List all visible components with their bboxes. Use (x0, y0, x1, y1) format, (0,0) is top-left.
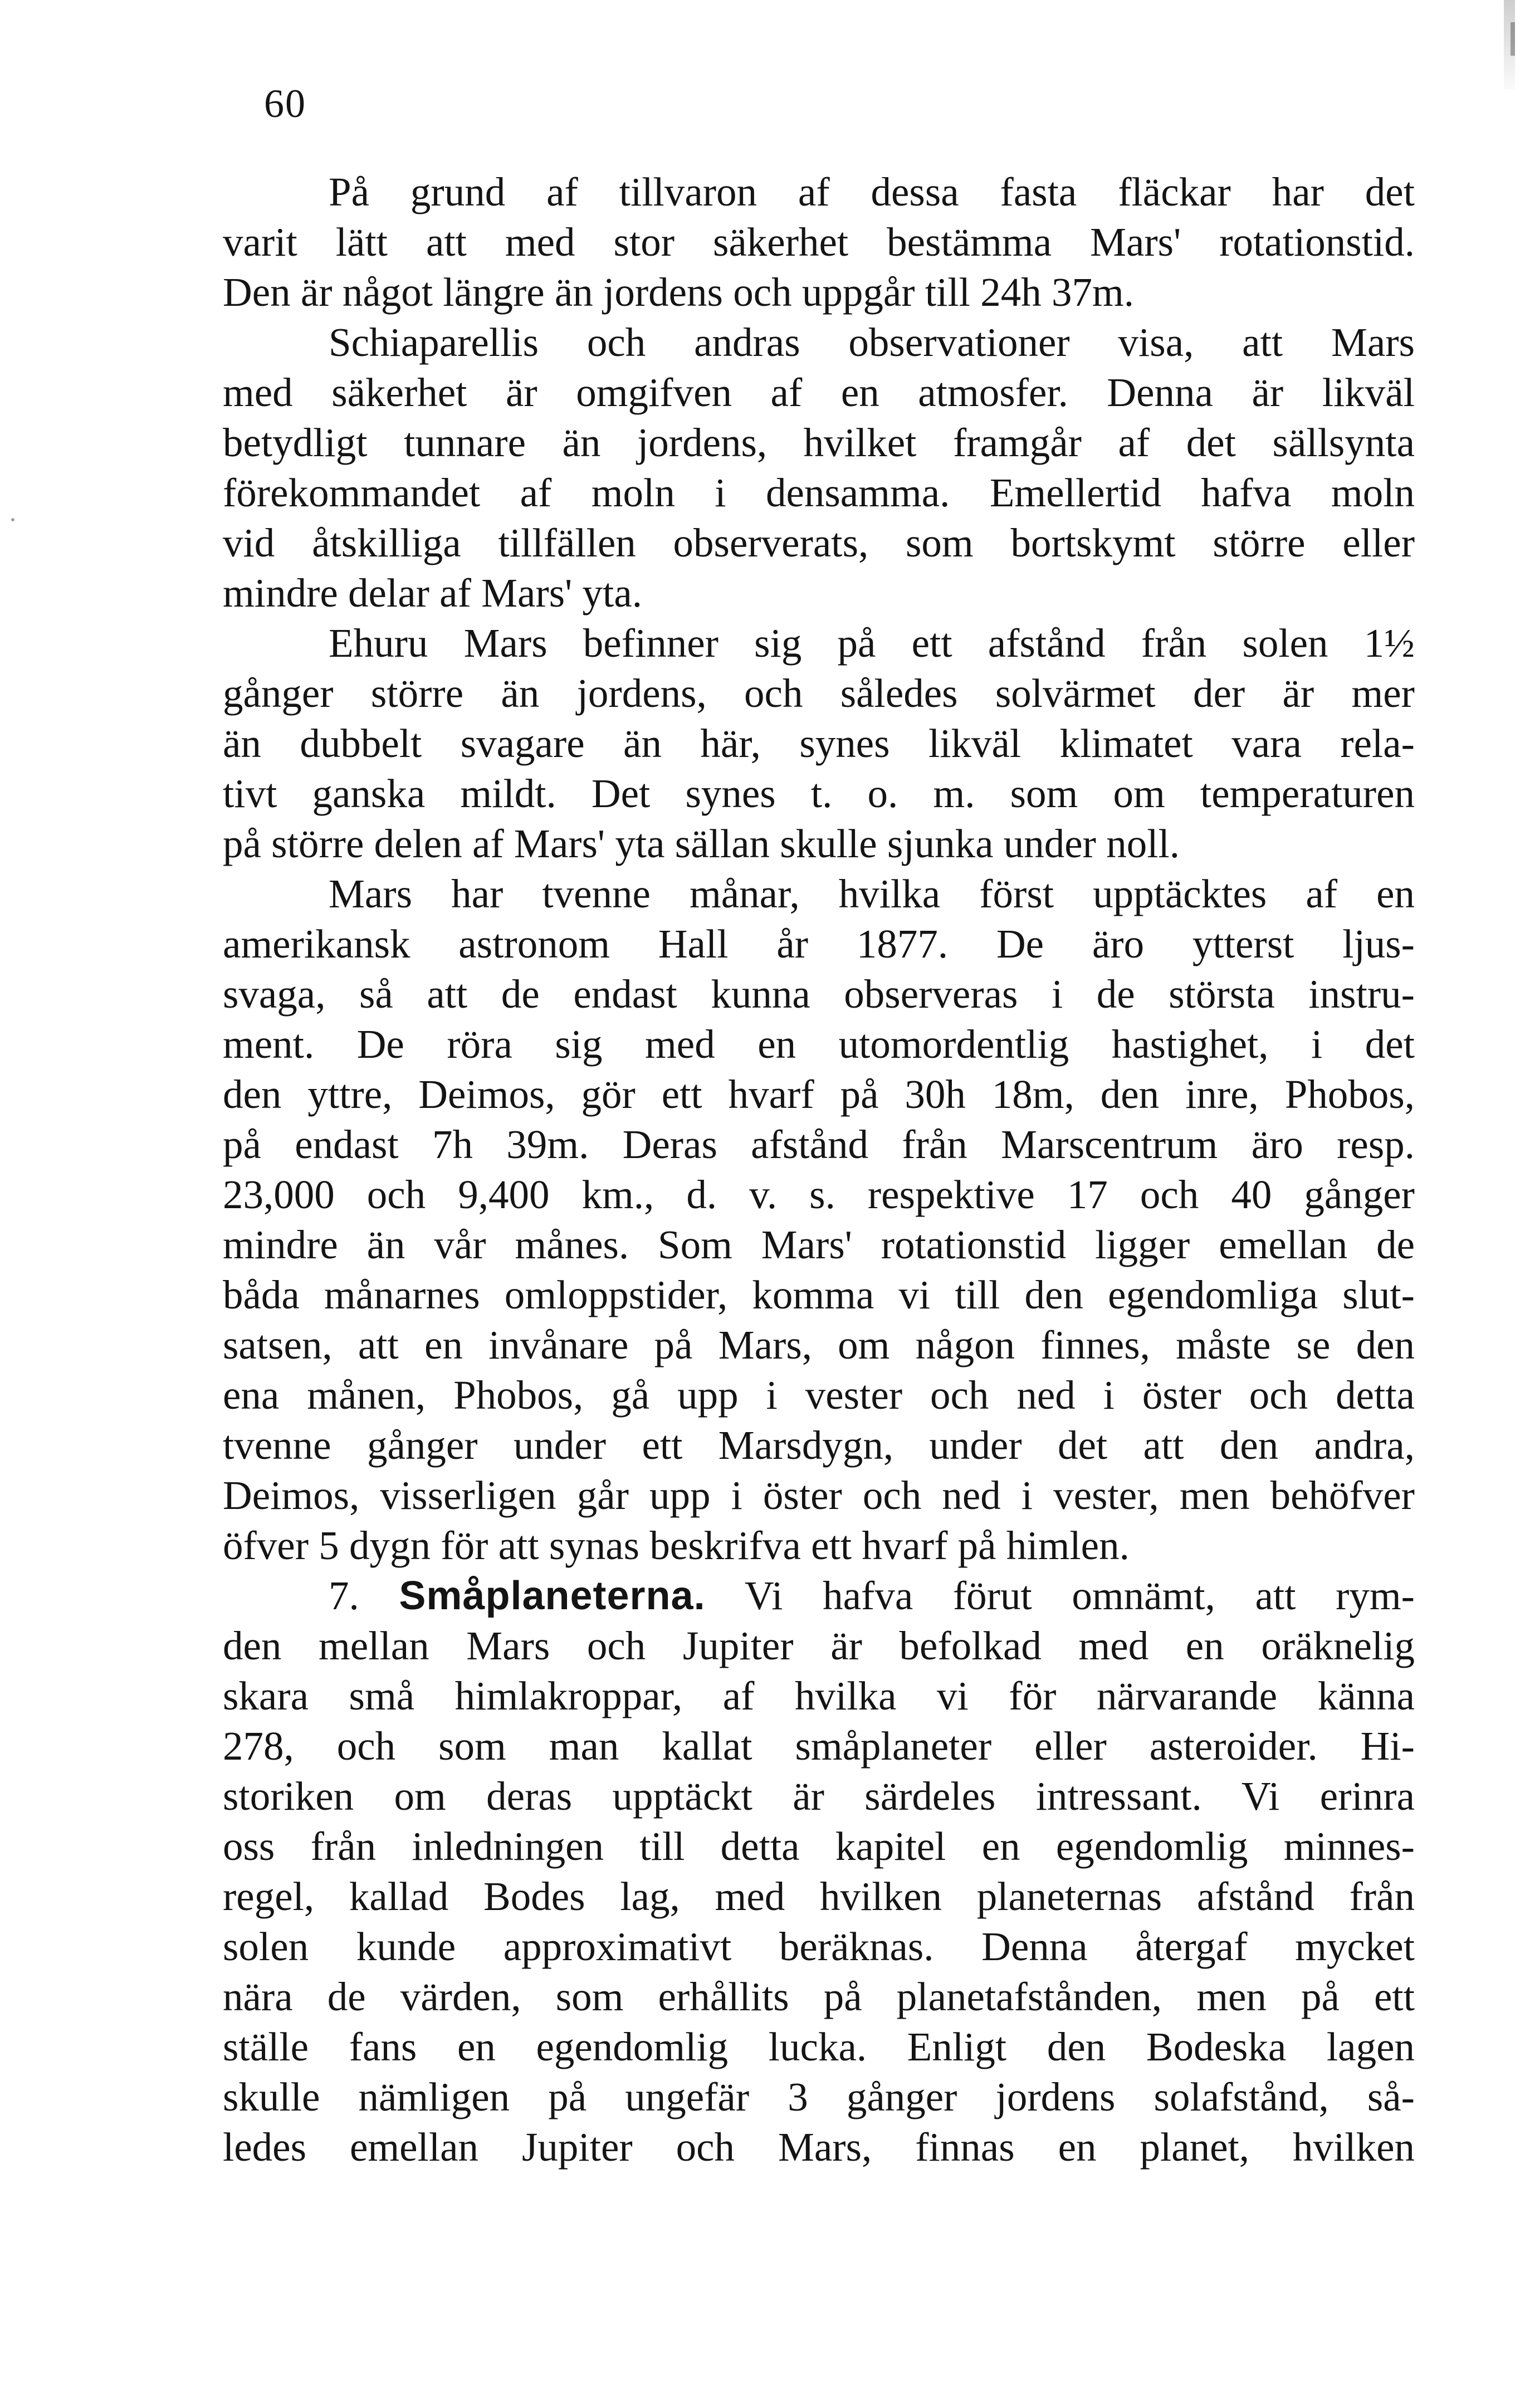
text-line: 23,000 och 9,400 km., d. v. s. respektive 17 och 40 gånger (223, 1172, 1415, 1217)
text-line: Schiaparellis och andras observationer visa, att Mars (329, 320, 1415, 365)
page-edge-mark (1511, 22, 1515, 56)
paragraph-group-mars (223, 167, 1415, 1571)
text-line: ment. De röra sig med en utomordentlig hastighet, i det (223, 1022, 1415, 1067)
text-line: på större delen af Mars' yta sällan skulle sjunka under noll. (223, 821, 1180, 866)
section-heading-line (223, 1571, 1415, 1621)
text-line: Den är något längre än jordens och uppgår till 24h 37m. (223, 270, 1134, 315)
body-text (223, 167, 1415, 2172)
text-line: tivt ganska mildt. Det synes t. o. m. som om temperaturen (223, 771, 1415, 816)
text-line: Ehuru Mars befinner sig på ett afstånd från solen 1½ (329, 621, 1415, 666)
section-number: 7. (329, 1573, 359, 1618)
paragraph-group-small-planets (223, 1621, 1415, 2172)
text-line: förekommandet af moln i densamma. Emellertid hafva moln (223, 470, 1415, 515)
text-line: ställe fans en egendomlig lucka. Enligt den Bodeska lagen (223, 2024, 1415, 2069)
text-line: ena månen, Phobos, gå upp i vester och ned i öster och detta (223, 1372, 1415, 1418)
page-number: 60 (264, 81, 306, 126)
text-line: gånger större än jordens, och således solvärmet der är mer (223, 671, 1415, 716)
text-line: på endast 7h 39m. Deras afstånd från Marscentrum äro resp. (223, 1122, 1415, 1167)
text-line: oss från inledningen till detta kapitel en egendomlig minnes- (223, 1824, 1415, 1869)
text-line: skara små himlakroppar, af hvilka vi för närvarande känna (223, 1673, 1415, 1718)
text-line: Deimos, visserligen går upp i öster och ned i vester, men behöfver (223, 1473, 1415, 1518)
text-line: På grund af tillvaron af dessa fasta fläckar har det (329, 169, 1415, 214)
text-line: med säkerhet är omgifven af en atmosfer. Denna är likväl (223, 370, 1415, 415)
section-title: Småplaneterna. (399, 1574, 706, 1618)
text-line: ledes emellan Jupiter och Mars, finnas en planet, hvilken (223, 2124, 1415, 2170)
text-line: den mellan Mars och Jupiter är befolkad med en oräknelig (223, 1623, 1415, 1668)
text-line: storiken om deras upptäckt är särdeles intressant. Vi erinra (223, 1774, 1415, 1819)
text-line: betydligt tunnare än jordens, hvilket framgår af det sällsynta (223, 420, 1415, 465)
section-heading-text: Vi hafva förut omnämt, att rym- (744, 1573, 1415, 1618)
text-line: tvenne gånger under ett Marsdygn, under det att den andra, (223, 1423, 1415, 1468)
text-line: skulle nämligen på ungefär 3 gånger jordens solafstånd, så- (223, 2074, 1415, 2119)
text-line: varit lätt att med stor säkerhet bestämma Mars' rotationstid. (223, 219, 1415, 265)
text-line: mindre delar af Mars' yta. (223, 570, 642, 616)
text-line: båda månarnes omloppstider, komma vi till den egendomliga slut- (223, 1272, 1415, 1317)
text-line: svaga, så att de endast kunna observeras i de största instru- (223, 971, 1415, 1017)
text-line: mindre än vår månes. Som Mars' rotationstid ligger emellan de (223, 1222, 1415, 1267)
text-line: öfver 5 dygn för att synas beskrifva ett hvarf på himlen. (223, 1523, 1130, 1568)
text-line: 278, och som man kallat småplaneter eller asteroider. Hi- (223, 1723, 1415, 1769)
text-line: solen kunde approximativt beräknas. Denna återgaf mycket (223, 1924, 1415, 1969)
text-line: satsen, att en invånare på Mars, om någon finnes, måste se den (223, 1322, 1415, 1367)
text-line: nära de värden, som erhållits på planetafstånden, men på ett (223, 1974, 1415, 2019)
text-line: än dubbelt svagare än här, synes likväl klimatet vara rela- (223, 721, 1415, 766)
paper-speck (11, 518, 14, 521)
text-line: regel, kallad Bodes lag, med hvilken planeternas afstånd från (223, 1874, 1415, 1919)
text-line: amerikansk astronom Hall år 1877. De äro ytterst ljus- (223, 921, 1415, 966)
text-line: den yttre, Deimos, gör ett hvarf på 30h 18m, den inre, Phobos, (223, 1072, 1415, 1117)
text-line: Mars har tvenne månar, hvilka först upptäcktes af en (329, 871, 1415, 916)
text-line: vid åtskilliga tillfällen observerats, som bortskymt större eller (223, 520, 1415, 565)
